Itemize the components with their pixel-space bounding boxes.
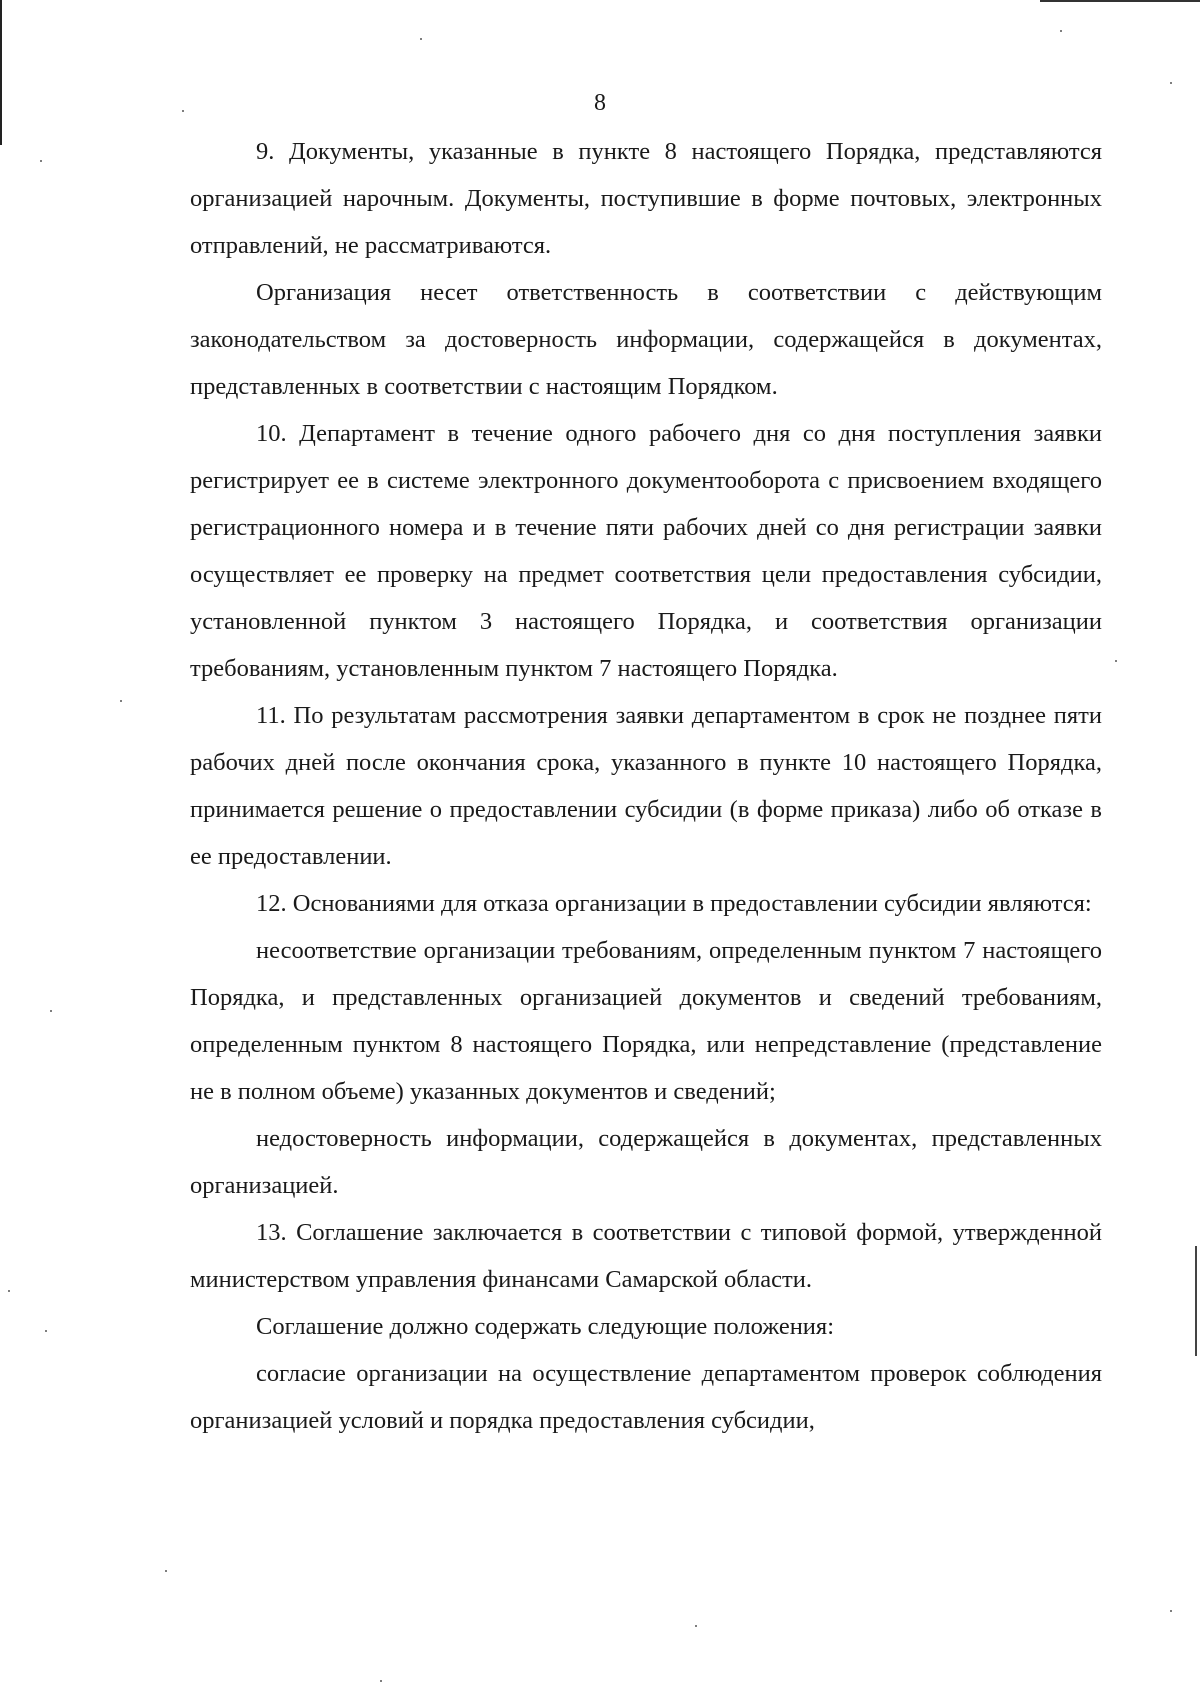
scan-speck: [1170, 82, 1172, 84]
paragraph-item-11: 11. По результатам рассмотрения заявки департаментом в срок не позднее пяти рабочих дней после окончания срока, указанного в пункте 10 настоящего Порядка, принимается решение о предоставлении субсидии (в форме приказа) либо об отказе в ее предоставлении.: [190, 702, 1102, 870]
scan-speck: [1060, 30, 1062, 32]
paragraph-item-13: 13. Соглашение заключается в соответствии с типовой формой, утвержденной министерством управления финансами Самарской области.: [190, 1219, 1102, 1293]
scan-edge-left: [0, 0, 2, 145]
paragraph-responsibility: Организация несет ответственность в соответствии с действующим законодательством за достоверность информации, содержащейся в документах, представленных в соответствии с настоящим Порядком.: [190, 279, 1102, 400]
scan-speck: [40, 160, 42, 162]
scan-edge-right: [1195, 1246, 1197, 1356]
scan-speck: [165, 1570, 167, 1572]
scan-speck: [380, 1680, 382, 1682]
scan-speck: [8, 1290, 10, 1292]
paragraph-refusal-reason-2: недостоверность информации, содержащейся в документах, представленных организацией.: [190, 1125, 1102, 1199]
paragraph-refusal-reason-1: несоответствие организации требованиям, определенным пунктом 7 настоящего Порядка, и представленных организацией документов и сведений требованиям, определенным пунктом 8 настоящего Порядка, или непредставление (представление не в полном объеме) указанных документов и сведений;: [190, 937, 1102, 1105]
paragraph-agreement-provisions: Соглашение должно содержать следующие положения:: [256, 1313, 834, 1340]
scan-speck: [1170, 1610, 1172, 1612]
document-body: [190, 128, 1102, 1444]
paragraph-item-9: 9. Документы, указанные в пункте 8 настоящего Порядка, представляются организацией нарочным. Документы, поступившие в форме почтовых, электронных отправлений, не рассматриваются.: [190, 138, 1102, 259]
scan-speck: [45, 1330, 47, 1332]
scan-speck: [50, 1010, 52, 1012]
scan-speck: [120, 700, 122, 702]
scan-speck: [1115, 660, 1117, 662]
paragraph-item-10: 10. Департамент в течение одного рабочего дня со дня поступления заявки регистрирует ее в системе электронного документооборота с присвоением входящего регистрационного номера и в течение пяти рабочих дней со дня регистрации заявки осуществляет ее проверку на предмет соответствия цели предоставления субсидии, установленной пунктом 3 настоящего Порядка, и соответствия организации требованиям, установленным пунктом 7 настоящего Порядка.: [190, 420, 1102, 682]
scan-speck: [420, 38, 422, 40]
page-number: 8: [594, 90, 606, 116]
paragraph-item-12: 12. Основаниями для отказа организации в предоставлении субсидии являются:: [256, 890, 1092, 917]
scan-edge-top-right: [1040, 0, 1200, 2]
paragraph-agreement-consent: согласие организации на осуществление департаментом проверок соблюдения организацией условий и порядка предоставления субсидии,: [190, 1360, 1102, 1434]
scan-speck: [695, 1625, 697, 1627]
